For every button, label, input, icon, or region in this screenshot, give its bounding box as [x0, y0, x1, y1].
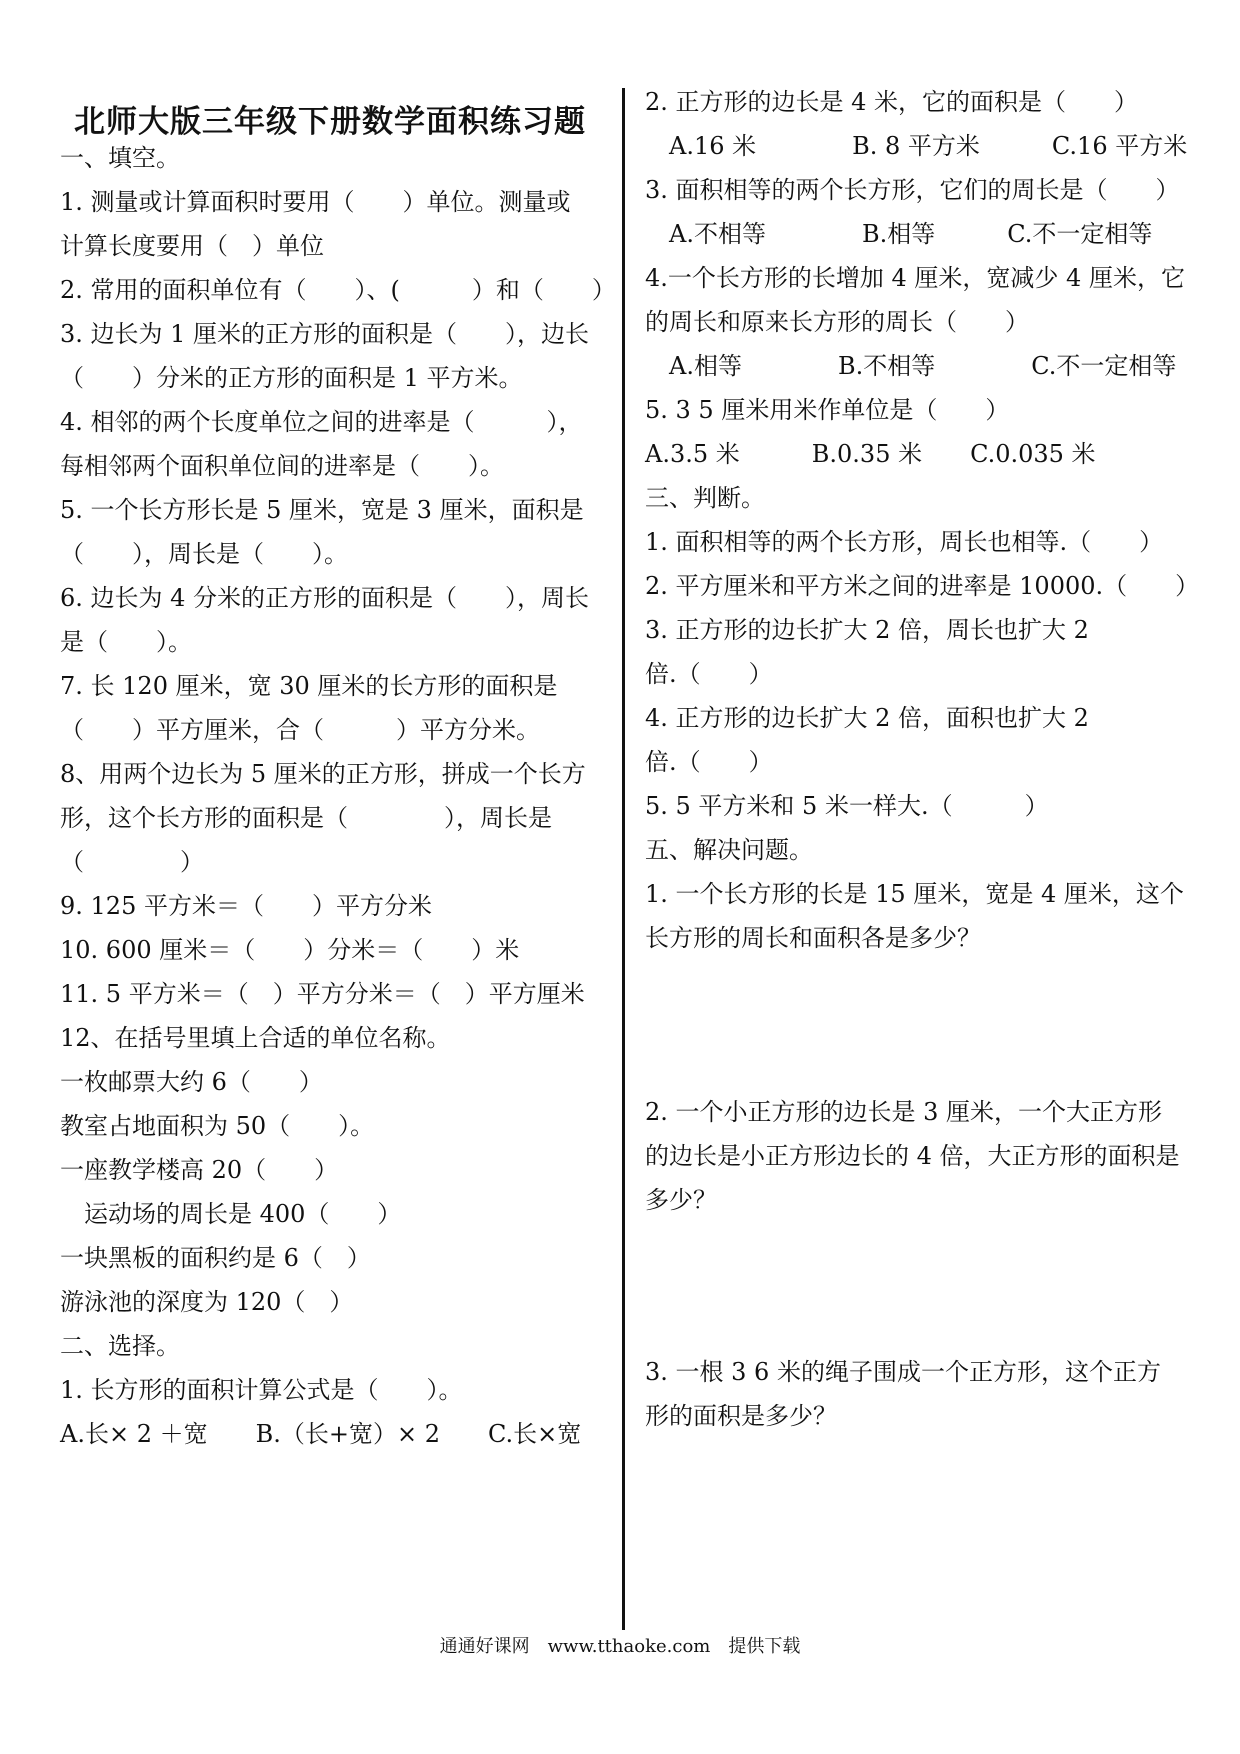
question-line: 4. 正方形的边长扩大 2 倍，面积也扩大 2 — [645, 704, 1089, 732]
page-title: 北师大版三年级下册数学面积练习题 — [74, 104, 586, 140]
question-line: 的周长和原来长方形的周长（ ） — [645, 308, 1029, 336]
footer-credit: 通通好课网 www.tthaoke.com 提供下载 — [439, 1636, 801, 1657]
section-heading-judge: 三、判断。 — [645, 484, 765, 512]
section-heading-solve: 五、解决问题。 — [645, 836, 813, 864]
question-line: 5. 5 平方米和 5 米一样大.（ ） — [645, 792, 1049, 820]
column-divider — [622, 88, 625, 1630]
question-line: （ ），周长是（ ）。 — [60, 540, 348, 568]
question-line: 9. 125 平方米＝（ ）平方分米 — [60, 892, 432, 920]
question-line: 10. 600 厘米＝（ ）分米＝（ ）米 — [60, 936, 520, 964]
question-line: 3. 正方形的边长扩大 2 倍，周长也扩大 2 — [645, 616, 1089, 644]
question-line: 1. 面积相等的两个长方形，周长也相等.（ ） — [645, 528, 1164, 556]
question-line: 一枚邮票大约 6（ ） — [60, 1068, 323, 1096]
answer-options: A.不相等 B.相等 C.不一定相等 — [645, 220, 1153, 248]
question-line: （ ）分米的正方形的面积是 1 平方米。 — [60, 364, 523, 392]
question-line: 5. 一个长方形长是 5 厘米，宽是 3 厘米，面积是 — [60, 496, 584, 524]
question-line: 倍.（ ） — [645, 748, 773, 776]
answer-options: A.16 米 B. 8 平方米 C.16 平方米 — [645, 132, 1188, 160]
question-line: 4.一个长方形的长增加 4 厘米，宽减少 4 厘米，它 — [645, 264, 1185, 292]
question-line: 2. 一个小正方形的边长是 3 厘米，一个大正方形 — [645, 1098, 1163, 1126]
section-heading-choice: 二、选择。 — [60, 1332, 180, 1360]
question-line: 1. 一个长方形的长是 15 厘米，宽是 4 厘米，这个 — [645, 880, 1184, 908]
question-line: 1. 长方形的面积计算公式是（ ）。 — [60, 1376, 463, 1404]
question-line: 一座教学楼高 20（ ） — [60, 1156, 339, 1184]
question-line: 3. 边长为 1 厘米的正方形的面积是（ ），边长 — [60, 320, 590, 348]
question-line: 的边长是小正方形边长的 4 倍，大正方形的面积是 — [645, 1142, 1180, 1170]
question-line: 是（ ）。 — [60, 628, 192, 656]
question-line: 倍.（ ） — [645, 660, 773, 688]
question-line: 12、在括号里填上合适的单位名称。 — [60, 1024, 451, 1052]
question-line: 4. 相邻的两个长度单位之间的进率是（ ）， — [60, 408, 583, 436]
question-line: 多少？ — [645, 1186, 717, 1214]
answer-options: A.长× 2 ＋宽 B.（长+宽）× 2 C.长×宽 — [60, 1420, 582, 1448]
question-line: 2. 正方形的边长是 4 米，它的面积是（ ） — [645, 88, 1139, 116]
question-line: 长方形的周长和面积各是多少？ — [645, 924, 981, 952]
question-line: 运动场的周长是 400（ ） — [60, 1200, 402, 1228]
question-line: 计算长度要用（ ）单位 — [60, 232, 324, 260]
question-line: 形的面积是多少？ — [645, 1402, 837, 1430]
question-line: 8、用两个边长为 5 厘米的正方形，拼成一个长方 — [60, 760, 586, 788]
question-line: 形，这个长方形的面积是（ ），周长是 — [60, 804, 552, 832]
question-line: 每相邻两个面积单位间的进率是（ ）。 — [60, 452, 504, 480]
question-line: 游泳池的深度为 120（ ） — [60, 1288, 354, 1316]
section-heading-fill-blank: 一、填空。 — [60, 144, 180, 172]
question-line: 11. 5 平方米＝（ ）平方分米＝（ ）平方厘米 — [60, 980, 585, 1008]
question-line: 5. 3 5 厘米用米作单位是（ ） — [645, 396, 1010, 424]
question-line: 一块黑板的面积约是 6（ ） — [60, 1244, 371, 1272]
question-line: 2. 常用的面积单位有（ ）、( ）和（ ） — [60, 276, 616, 304]
question-line: 7. 长 120 厘米，宽 30 厘米的长方形的面积是 — [60, 672, 558, 700]
answer-options: A.相等 B.不相等 C.不一定相等 — [645, 352, 1177, 380]
answer-options: A.3.5 米 B.0.35 米 C.0.035 米 — [645, 440, 1096, 468]
question-line: 2. 平方厘米和平方米之间的进率是 10000.（ ） — [645, 572, 1200, 600]
question-line: （ ） — [60, 848, 204, 876]
question-line: 3. 一根 3 6 米的绳子围成一个正方形，这个正方 — [645, 1358, 1161, 1386]
question-line: 3. 面积相等的两个长方形，它们的周长是（ ） — [645, 176, 1180, 204]
question-line: 6. 边长为 4 分米的正方形的面积是（ ），周长 — [60, 584, 590, 612]
question-line: 教室占地面积为 50（ ）。 — [60, 1112, 375, 1140]
question-line: （ ）平方厘米，合（ ）平方分米。 — [60, 716, 540, 744]
question-line: 1. 测量或计算面积时要用（ ）单位。测量或 — [60, 188, 571, 216]
